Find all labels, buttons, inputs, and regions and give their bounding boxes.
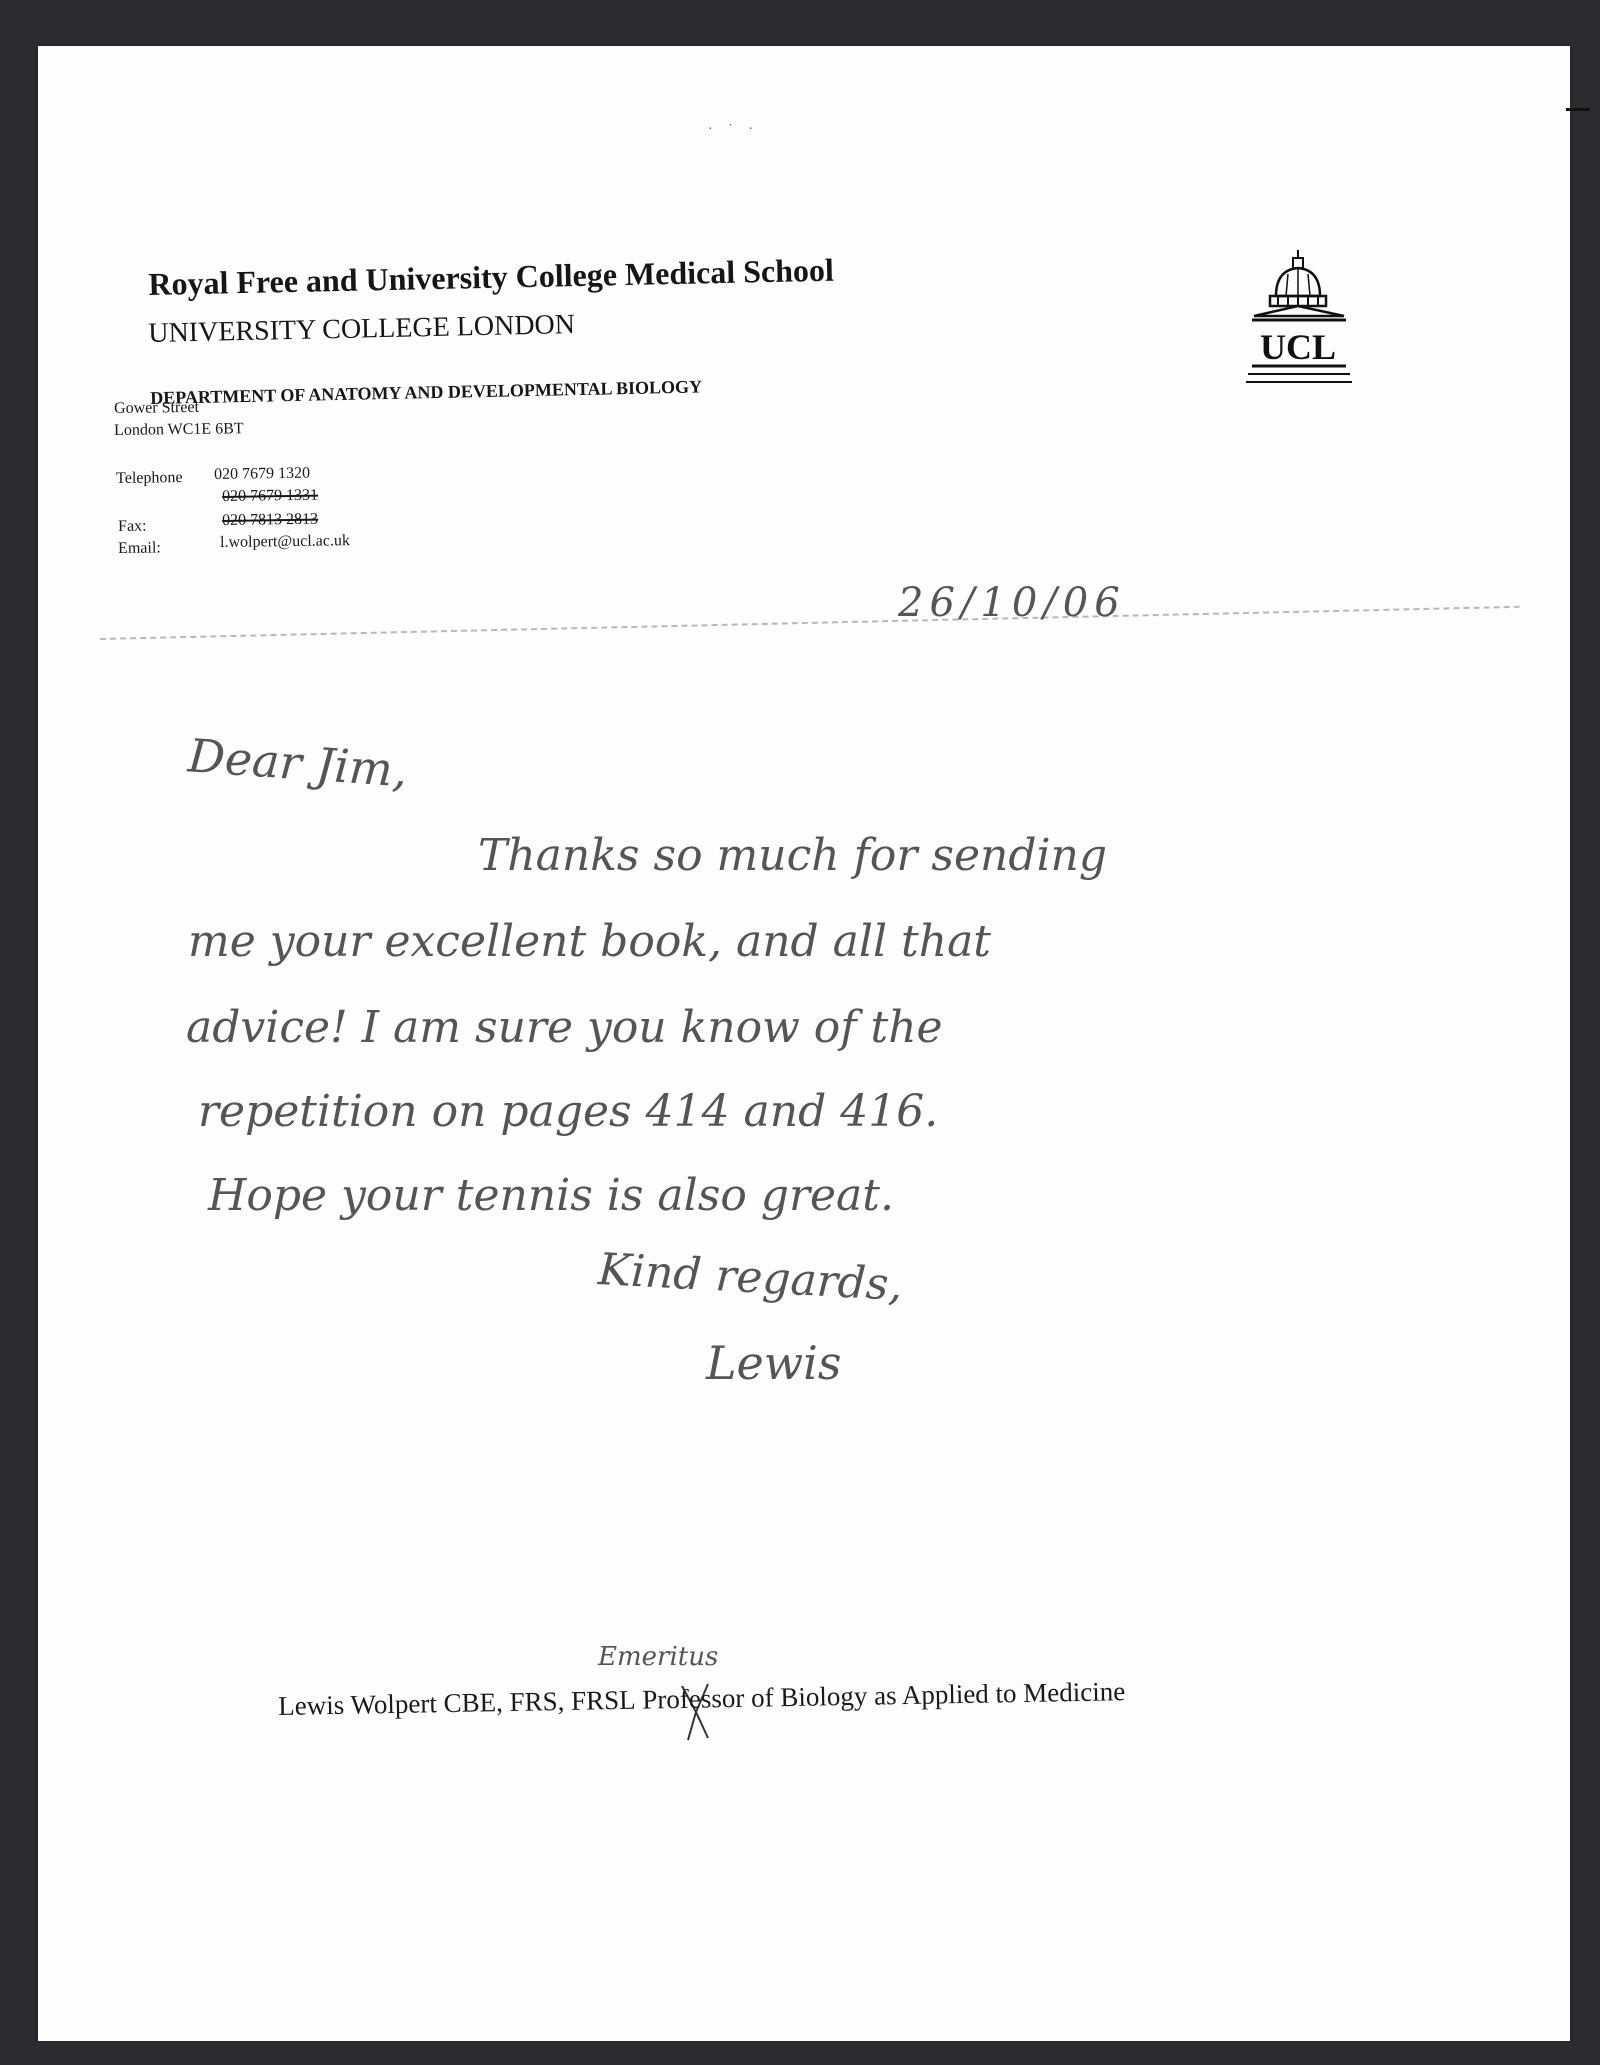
body-line: repetition on pages 414 and 416. <box>198 1086 939 1137</box>
telephone-label: Telephone <box>116 469 183 487</box>
ucl-logo <box>1246 250 1356 392</box>
address-line-2: London WC1E 6BT <box>114 420 244 439</box>
scan-edge-mark <box>1566 108 1590 111</box>
telephone-number: 020 7679 1320 <box>214 464 311 483</box>
footer-name: Lewis Wolpert CBE, FRS, FRSL <box>278 1684 636 1721</box>
signature: Lewis <box>706 1336 842 1390</box>
department-name: DEPARTMENT OF ANATOMY AND DEVELOPMENTAL BIOLOGY <box>150 376 703 408</box>
body-line: Hope your tennis is also great. <box>208 1170 894 1221</box>
telephone-number-struck: 020 7679 1331 <box>222 486 319 505</box>
address-line-1: Gower Street <box>114 398 200 417</box>
footer-title: Professor of Biology as Applied to Medicine <box>642 1676 1126 1715</box>
letter-date: 26/10/06 <box>898 580 1126 626</box>
fax-label: Fax: <box>118 517 147 535</box>
body-line: Thanks so much for sending <box>478 830 1108 881</box>
body-line: me your excellent book, and all that <box>188 916 991 967</box>
fax-number: 020 7813 2813 <box>222 510 319 529</box>
paper-specks: · ˙ · <box>708 122 759 137</box>
header-divider <box>100 606 1520 640</box>
university-name: UNIVERSITY COLLEGE LONDON <box>148 309 576 349</box>
salutation: Dear Jim, <box>186 728 410 798</box>
email-address: l.wolpert@ucl.ac.uk <box>220 532 351 551</box>
closing: Kind regards, <box>596 1244 904 1311</box>
handwritten-insert: Emeritus <box>598 1642 719 1672</box>
email-label: Email: <box>118 539 161 557</box>
letter-page <box>38 46 1570 2041</box>
logo-text: UCL <box>1259 327 1337 367</box>
institution-name: Royal Free and University College Medical School <box>148 251 835 302</box>
body-line: advice! I am sure you know of the <box>186 1002 943 1053</box>
